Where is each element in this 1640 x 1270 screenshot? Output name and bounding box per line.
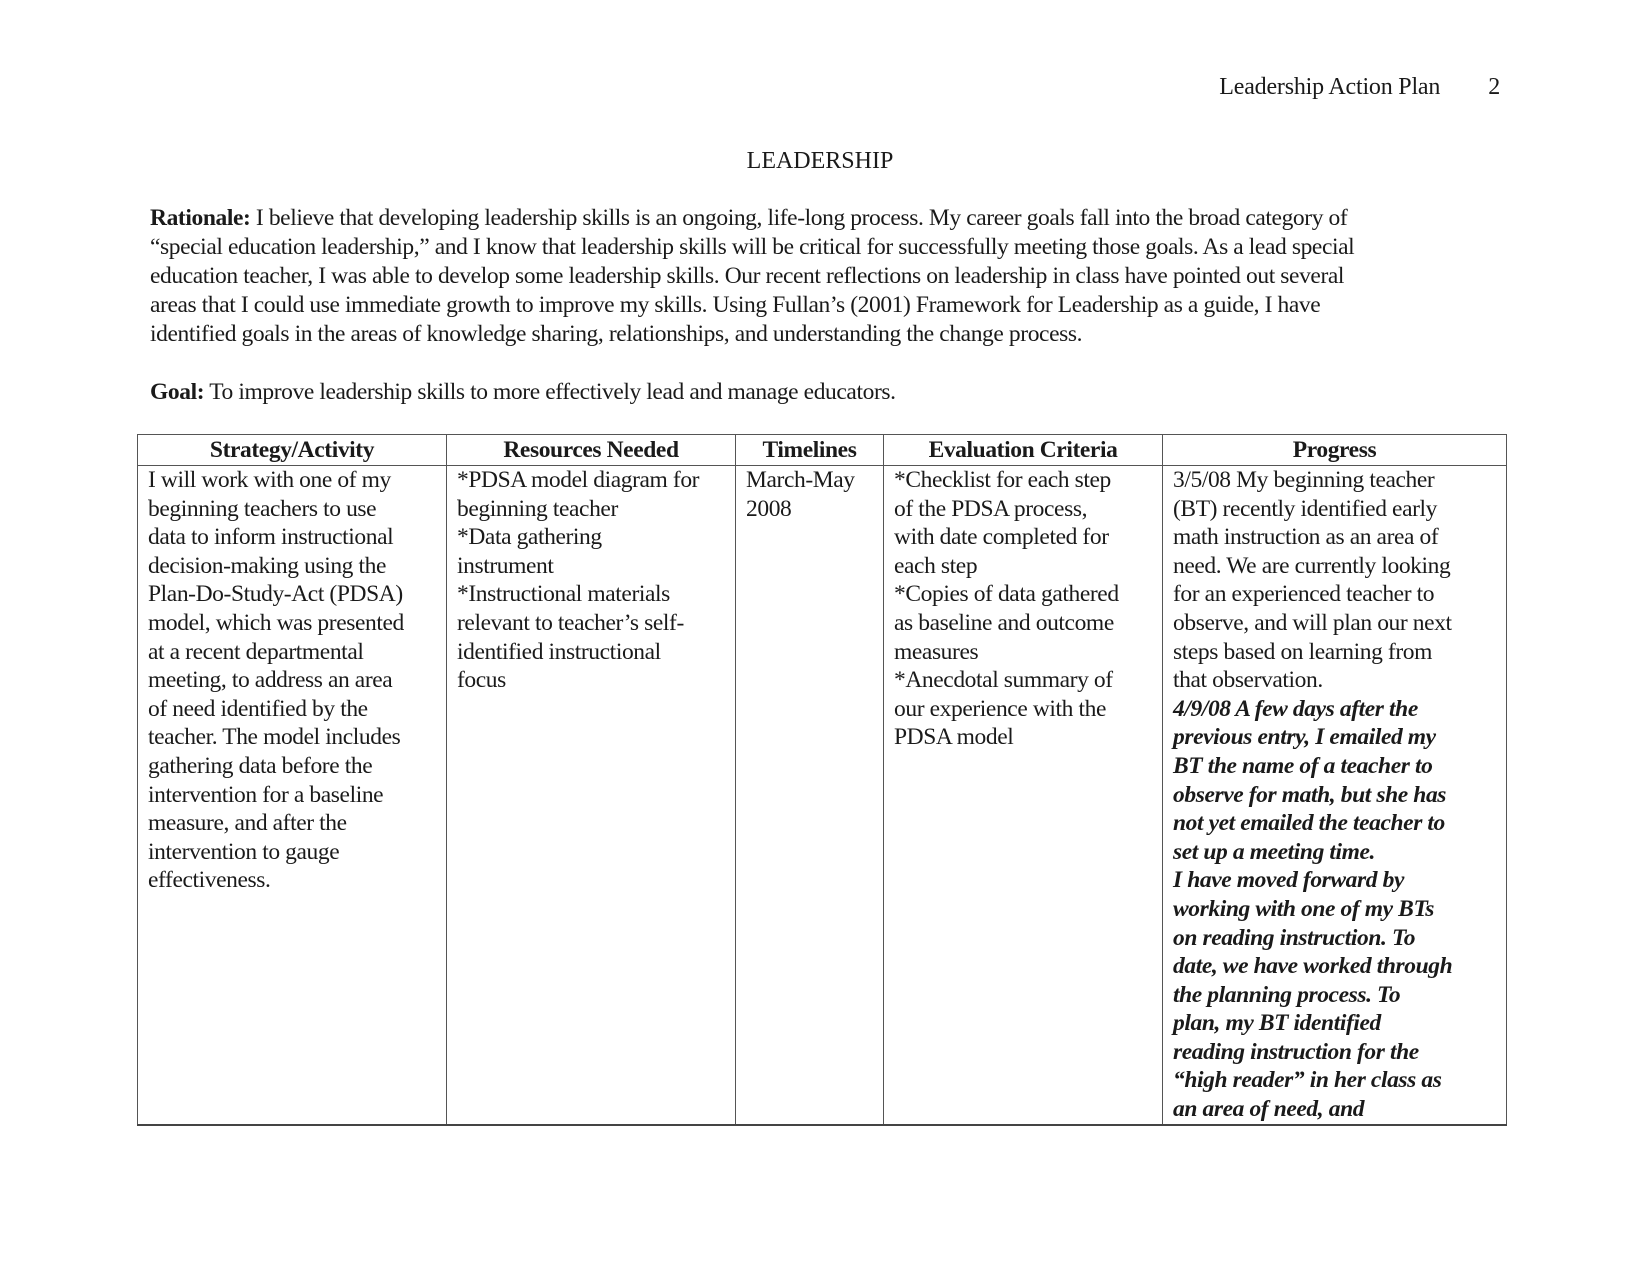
cell-line-emphasis: on reading instruction. To [1173,924,1416,951]
cell-line: I will work with one of my [148,467,391,493]
cell-line: measure, and after the [148,810,347,837]
page-number: 2 [1488,74,1500,100]
cell-line: model, which was presented [148,609,404,636]
cell-line: beginning teacher [457,495,618,522]
cell-line-emphasis: working with one of my BTs [1173,895,1434,922]
cell-line: data to inform instructional [148,524,394,551]
column-header-progress: Progress [1163,435,1507,466]
column-header-strategy: Strategy/Activity [138,435,447,466]
cell-line: observe, and will plan our next [1173,609,1452,636]
rationale-paragraph [150,204,1500,349]
timelines-cell [736,466,884,1125]
cell-line: for an experienced teacher to [1173,581,1435,608]
goal-label: Goal: [150,379,205,405]
cell-line: intervention for a baseline [148,781,384,808]
cell-line: decision-making using the [148,552,387,579]
cell-line: 3/5/08 My beginning teacher [1173,467,1435,493]
cell-line-emphasis: reading instruction for the [1173,1038,1419,1065]
cell-line: each step [894,552,978,579]
cell-line: effectiveness. [148,867,271,894]
cell-line-emphasis: previous entry, I emailed my [1173,724,1436,751]
cell-line-emphasis: plan, my BT identified [1173,1010,1381,1037]
resources-cell [447,466,736,1125]
cell-line: *PDSA model diagram for [457,467,700,493]
evaluation-cell [884,466,1163,1125]
goal-text: To improve leadership skills to more effectively lead and manage educators. [209,379,896,405]
cell-line-emphasis: observe for math, but she has [1173,781,1447,808]
cell-line-emphasis: set up a meeting time. [1173,838,1376,865]
cell-line-emphasis: I have moved forward by [1173,867,1404,894]
cell-line: 2008 [746,495,792,522]
table-row [138,466,1507,1125]
cell-line: instrument [457,552,554,579]
cell-line-emphasis: the planning process. To [1173,981,1401,1008]
rationale-line: identified goals in the areas of knowledge sharing, relationships, and understanding the change process. [150,321,1083,347]
cell-line-emphasis: 4/9/08 A few days after the [1173,695,1418,722]
cell-line: that observation. [1173,667,1323,694]
cell-line-emphasis: BT the name of a teacher to [1173,752,1433,779]
cell-line: meeting, to address an area [148,667,393,694]
cell-line: identified instructional [457,638,661,665]
column-header-timelines: Timelines [736,435,884,466]
cell-line: beginning teachers to use [148,495,377,522]
running-title: Leadership Action Plan [1219,74,1441,100]
column-header-evaluation: Evaluation Criteria [884,435,1163,466]
cell-line-emphasis: “high reader” in her class as [1173,1067,1442,1094]
cell-line: *Instructional materials [457,581,670,608]
cell-line: *Anecdotal summary of [894,667,1113,694]
rationale-line: areas that I could use immediate growth to improve my skills. Using Fullan’s (2001) Framework for Leadership as a guide, I have [150,292,1321,318]
cell-line: focus [457,667,506,694]
cell-line: of need identified by the [148,695,368,722]
rationale-label: Rationale: [150,205,251,231]
cell-line: *Copies of data gathered [894,581,1119,608]
cell-line-emphasis: date, we have worked through [1173,953,1453,980]
column-header-resources: Resources Needed [447,435,736,466]
cell-line: intervention to gauge [148,838,340,865]
cell-line: Plan-Do-Study-Act (PDSA) [148,581,403,608]
cell-line: math instruction as an area of [1173,524,1439,551]
rationale-line: I believe that developing leadership skills is an ongoing, life-long process. My career goals fall into the broad category of [255,205,1348,231]
table-header-row [138,435,1507,466]
cell-line: gathering data before the [148,752,373,779]
running-header [1180,74,1500,101]
cell-line: of the PDSA process, [894,495,1088,522]
cell-line: measures [894,638,979,665]
cell-line-emphasis: an area of need, and [1173,1096,1365,1123]
rationale-line: education teacher, I was able to develop some leadership skills. Our recent reflections on leadership in class have pointed out several [150,263,1345,289]
cell-line: steps based on learning from [1173,638,1432,665]
cell-line: March-May [746,467,855,493]
goal-paragraph [150,378,1500,407]
cell-line: (BT) recently identified early [1173,495,1437,522]
action-plan-table [137,434,1507,1126]
cell-line: teacher. The model includes [148,724,401,751]
cell-line: as baseline and outcome [894,609,1114,636]
cell-line-emphasis: not yet emailed the teacher to [1173,810,1445,837]
cell-line: *Data gathering [457,524,602,551]
cell-line: our experience with the [894,695,1106,722]
cell-line: at a recent departmental [148,638,364,665]
rationale-line: “special education leadership,” and I know that leadership skills will be critical for successfully meeting those goals. As a lead special [150,234,1355,260]
cell-line: with date completed for [894,524,1109,551]
progress-cell [1163,466,1507,1125]
section-title: LEADERSHIP [746,148,894,174]
cell-line: need. We are currently looking [1173,552,1451,579]
cell-line: PDSA model [894,724,1014,751]
strategy-cell [138,466,447,1125]
cell-line: relevant to teacher’s self- [457,609,684,636]
cell-line: *Checklist for each step [894,467,1111,493]
